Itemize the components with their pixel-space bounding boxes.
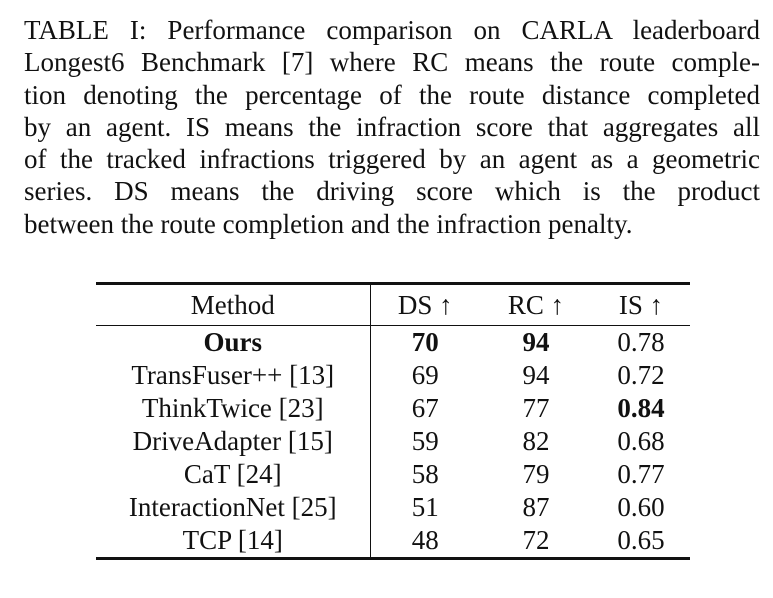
cell-is: 0.78 <box>617 327 665 357</box>
cell-rc: 94 <box>522 327 550 357</box>
cell-rc: 77 <box>522 393 550 423</box>
header-rc: RC ↑ <box>507 289 565 320</box>
cell-ds: 48 <box>411 525 439 555</box>
cell-ds: 70 <box>411 327 439 357</box>
cell-rc: 87 <box>522 492 550 522</box>
table-caption <box>24 14 760 240</box>
performance-table-body <box>96 326 690 557</box>
cell-is: 0.65 <box>617 525 665 555</box>
cell-rc: 79 <box>522 459 550 489</box>
table-row <box>96 524 690 557</box>
cell-ds: 69 <box>411 360 439 390</box>
cell-method: Ours <box>96 326 370 359</box>
cell-method: TransFuser++ [13] <box>96 359 370 392</box>
header-method: Method <box>96 285 370 325</box>
table-row <box>96 392 690 425</box>
cell-ds: 51 <box>411 492 439 522</box>
cell-rc: 82 <box>522 426 550 456</box>
header-row <box>96 285 690 325</box>
caption-line: by an agent. IS means the infraction score that aggregates all <box>24 111 760 142</box>
cell-is: 0.68 <box>617 426 665 456</box>
caption-line: TABLE I: Performance comparison on CARLA leaderboard <box>24 15 760 45</box>
table-row <box>96 458 690 491</box>
cell-is: 0.60 <box>617 492 665 522</box>
caption-line: of the tracked infractions triggered by an agent as a geometric <box>24 144 760 175</box>
table-row <box>96 491 690 524</box>
cell-method: CaT [24] <box>96 458 370 491</box>
header-ds: DS ↑ <box>397 289 453 320</box>
caption-line: Longest6 Benchmark [7] where RC means the route comple- <box>24 47 760 78</box>
table-row <box>96 326 690 359</box>
cell-method: ThinkTwice [23] <box>96 392 370 425</box>
cell-ds: 58 <box>411 459 439 489</box>
caption-line: between the route completion and the infraction penalty. <box>24 208 633 239</box>
cell-method: TCP [14] <box>96 524 370 557</box>
cell-rc: 72 <box>522 525 550 555</box>
cell-rc: 94 <box>522 360 550 390</box>
cell-method: InteractionNet [25] <box>96 491 370 524</box>
header-is: IS ↑ <box>618 289 664 320</box>
cell-ds: 59 <box>411 426 439 456</box>
cell-ds: 67 <box>411 393 439 423</box>
cell-method: DriveAdapter [15] <box>96 425 370 458</box>
bottom-rule <box>96 557 690 560</box>
table-row <box>96 425 690 458</box>
caption-line: series. DS means the driving score which is the product <box>24 176 760 207</box>
performance-table <box>96 285 690 325</box>
caption-line: tion denoting the percentage of the route distance completed <box>24 79 760 110</box>
cell-is: 0.77 <box>617 459 665 489</box>
table-row <box>96 359 690 392</box>
cell-is: 0.84 <box>617 393 665 423</box>
cell-is: 0.72 <box>617 360 665 390</box>
results-table <box>96 282 690 560</box>
